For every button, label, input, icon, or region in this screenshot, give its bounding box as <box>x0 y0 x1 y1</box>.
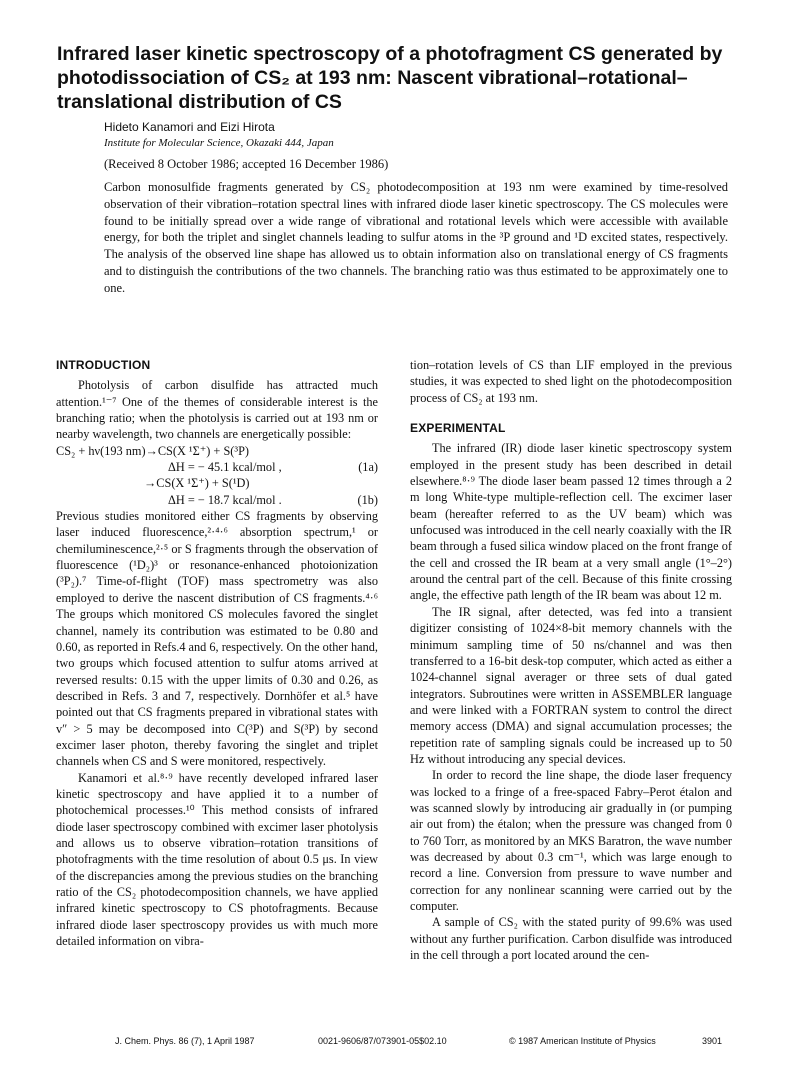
equation-text: ΔH = − 45.1 kcal/mol , <box>168 460 282 475</box>
equation-text: CS₂ + hν(193 nm)→CS(X ¹Σ⁺) + S(³P) <box>56 443 249 458</box>
abstract: Carbon monosulfide fragments generated by CS₂ photodecomposition at 193 nm were examined by time-resolved observation of their vibration–rotation spectral lines with infrared diode laser kinetic spectroscopy. The CS molecules were found to be initially spread over a wide range of vibrational and rotational levels which were accessible with available energy, for both the triplet and singlet channels leading to sulfur atoms in the ³P ground and ¹D excited states, respectively. The analysis of the observed line shape has allowed us to obtain information also on translational energy of CS fragments and to distinguish the contributions of the two channels. The branching ratio was thus estimated to be approximately one to one. <box>104 180 728 295</box>
intro-continuation: tion–rotation levels of CS than LIF employed in the previous studies, it was expected to shed light on the photodecomposition process of CS₂ at 193 nm. <box>410 358 732 405</box>
equation-text: →CS(X ¹Σ⁺) + S(¹D) <box>144 476 250 491</box>
received-dates: (Received 8 October 1986; accepted 16 December 1986) <box>104 157 389 171</box>
equation-text: ΔH = − 18.7 kcal/mol . <box>168 492 282 507</box>
equation-line <box>56 492 378 508</box>
footer-article-code: 0021-9606/87/073901-05$02.10 <box>318 1036 447 1046</box>
section-heading-introduction: INTRODUCTION <box>56 358 151 372</box>
experimental-paragraph-4: A sample of CS₂ with the stated purity of 99.6% was used without any further purification. Carbon disulfide was introduced in the cell through a port located around the cen- <box>410 915 732 963</box>
intro-paragraph-3: Kanamori et al.⁸·⁹ have recently developed infrared laser kinetic spectroscopy and have applied it to a number of photochemical processes.¹⁰ This method consists of infrared diode laser spectroscopy combined with excimer laser photolysis and allows us to observe vibration–rotation transitions of photofragments with the time resolution of about 0.5 μs. In view of the discrepancies among the previous studies on the branching ratio of the CS₂ photodecomposition channels, we have applied infrared kinetic spectroscopy to CS photofragments. Because infrared diode laser spectroscopy provides us with much more detailed information on vibra- <box>56 770 378 949</box>
footer-page-number: 3901 <box>702 1036 723 1046</box>
equation-line <box>56 459 378 475</box>
experimental-paragraph-2: The IR signal, after detected, was fed into a transient digitizer consisting of 1024×8-bit memory channels with the minimum sampling time of 50 ns/channel and was then transferred to a 16-bit desk-top computer, which acted as either a 1024-channel signal averager or three sets of dual gated integrators. Subroutines were written in ASSEMBLER language and were linked with a FORTRAN system to control the direct memory access (DMA) and signal accumulation processes; the repetition rate of sampling signals could be increased up to 50 Hz without introducing any special devices. <box>410 604 732 766</box>
equation-number: (1b) <box>357 492 378 507</box>
intro-paragraph-2: Previous studies monitored either CS fragments by observing laser induced fluorescence,²·⁴·⁶ absorption spectrum,¹ or chemiluminescence,²·⁵ or S fragments through the observation of fluorescence (¹D₂)³ or resonance-enhanced photoionization (³P₂).⁷ Time-of-flight (TOF) mass spectrometry was also employed to derive the nascent distribution of CS fragments.⁴·⁶ The groups which monitored CS molecules favored the singlet channel, namely its contribution was estimated to be 0.80 and 0.60, as reported in Refs.4 and 6, respectively. On the other hand, two groups which focused attention to sulfur atoms arrived at reversed results: 0.15 with the upper limits of 0.30 and 0.26, as described in Refs. 3 and 7, respectively. Dornhöfer et al.⁵ have pointed out that CS fragments prepared in vibrational states with v″ > 5 may be decomposed into C(³P) and S(³P) by second excimer laser photon, thereby favoring the singlet and triplet channels when CS and S were monitored, respectively. <box>56 509 378 769</box>
right-column <box>410 357 732 963</box>
intro-paragraph-1: Photolysis of carbon disulfide has attracted much attention.¹⁻⁷ One of the themes of considerable interest is the branching ratio; when the photolysis is carried out at 193 nm or nearby wavelength, two channels are energetically possible: <box>56 378 378 442</box>
equation-number: (1a) <box>358 460 378 475</box>
equation-line <box>56 443 378 459</box>
equation-line <box>56 475 378 491</box>
section-heading-experimental: EXPERIMENTAL <box>410 421 506 436</box>
footer-copyright: © 1987 American Institute of Physics <box>509 1036 656 1046</box>
page-footer <box>0 1036 787 1050</box>
left-column <box>56 355 378 949</box>
affiliation: Institute for Molecular Science, Okazaki 444, Japan <box>104 137 334 149</box>
experimental-paragraph-3: In order to record the line shape, the diode laser frequency was locked to a fringe of a free-spaced Fabry–Perot étalon and was scanned slowly by introducing air gradually in (or pumping air out from) the étalon; when the pressure was changed from 0 to 760 Torr, as monitored by an MKS Baratron, the wave number was decreased by about 0.3 cm⁻¹, which was large enough to record a line. Conversion from pressure to wave number and correction for any nonlinear scanning were carried out by the computer. <box>410 768 732 913</box>
author-list: Hideto Kanamori and Eizi Hirota <box>104 120 275 134</box>
experimental-paragraph-1: The infrared (IR) diode laser kinetic spectroscopy system employed in the present study has been described in detail elsewhere.⁸·⁹ The diode laser beam passed 12 times through a 2 m long White-type multiple-reflection cell. The excimer laser beam (hereafter referred to as the UV beam) which was unfocused was introduced in the cell nearly coaxially with the IR beam through a fused silica window placed on the front frange of the cell and crossed the IR beam at a very small angle (1°–2°) around the central part of the cell. Because of this finite crossing angle, the effective path length of the IR beam was about 12 m. <box>410 441 732 603</box>
equation-block <box>56 443 378 508</box>
footer-journal-citation: J. Chem. Phys. 86 (7), 1 April 1987 <box>115 1036 255 1046</box>
article-title: Infrared laser kinetic spectroscopy of a photofragment CS generated by photodissociation of CS₂ at 193 nm: Nascent vibrational–rotational–translational distribution of CS <box>57 43 723 113</box>
